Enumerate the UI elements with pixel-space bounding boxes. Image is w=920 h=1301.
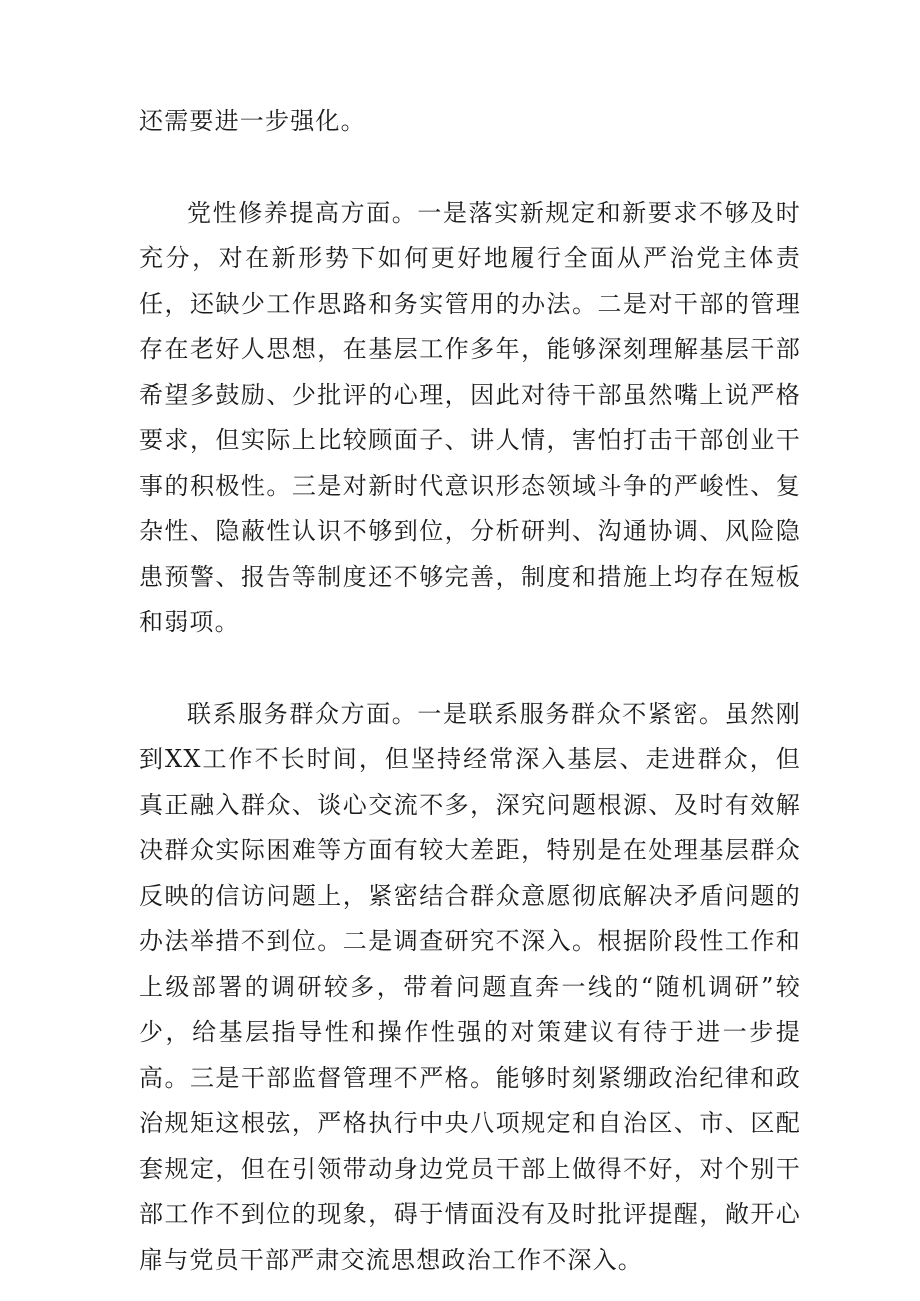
paragraph-gap — [139, 646, 801, 692]
paragraph-serving-masses: 联系服务群众方面。一是联系服务群众不紧密。虽然刚到XX工作不长时间，但坚持经常深入基层、走进群众，但真正融入群众、谈心交流不多，深究问题根源、及时有效解决群众实际困难等方面有较大差距，特别是在处理基层群众反映的信访问题上，紧密结合群众意愿彻底解决矛盾问题的办法举措不到位。二是调查研究不深入。根据阶段性工作和上级部署的调研较多，带着问题直奔一线的“随机调研”较少，给基层指导性和操作性强的对策建议有待于进一步提高。三是干部监督管理不严格。能够时刻紧绷政治纪律和政治规矩这根弦，严格执行中央八项规定和自治区、市、区配套规定，但在引领带动身边党员干部上做得不好，对个别干部工作不到位的现象，碍于情面没有及时批评提醒，敞开心扉与党员干部严肃交流思想政治工作不深入。 — [139, 699, 801, 1274]
paragraph-gap — [139, 145, 801, 191]
paragraph-party-spirit: 党性修养提高方面。一是落实新规定和新要求不够及时充分，对在新形势下如何更好地履行全面从严治党主体责任，还缺少工作思路和务实管用的办法。二是对干部的管理存在老好人思想，在基层工作多年，能够深刻理解基层干部希望多鼓励、少批评的心理，因此对待干部虽然嘴上说严格要求，但实际上比较顾面子、讲人情，害怕打击干部创业干事的积极性。三是对新时代意识形态领域斗争的严峻性、复杂性、隐蔽性认识不够到位，分析研判、沟通协调、风险隐患预警、报告等制度还不够完善，制度和措施上均存在短板和弱项。 — [139, 198, 801, 636]
paragraph-continuation: 还需要进一步强化。 — [139, 107, 366, 135]
document-body — [139, 99, 801, 1283]
